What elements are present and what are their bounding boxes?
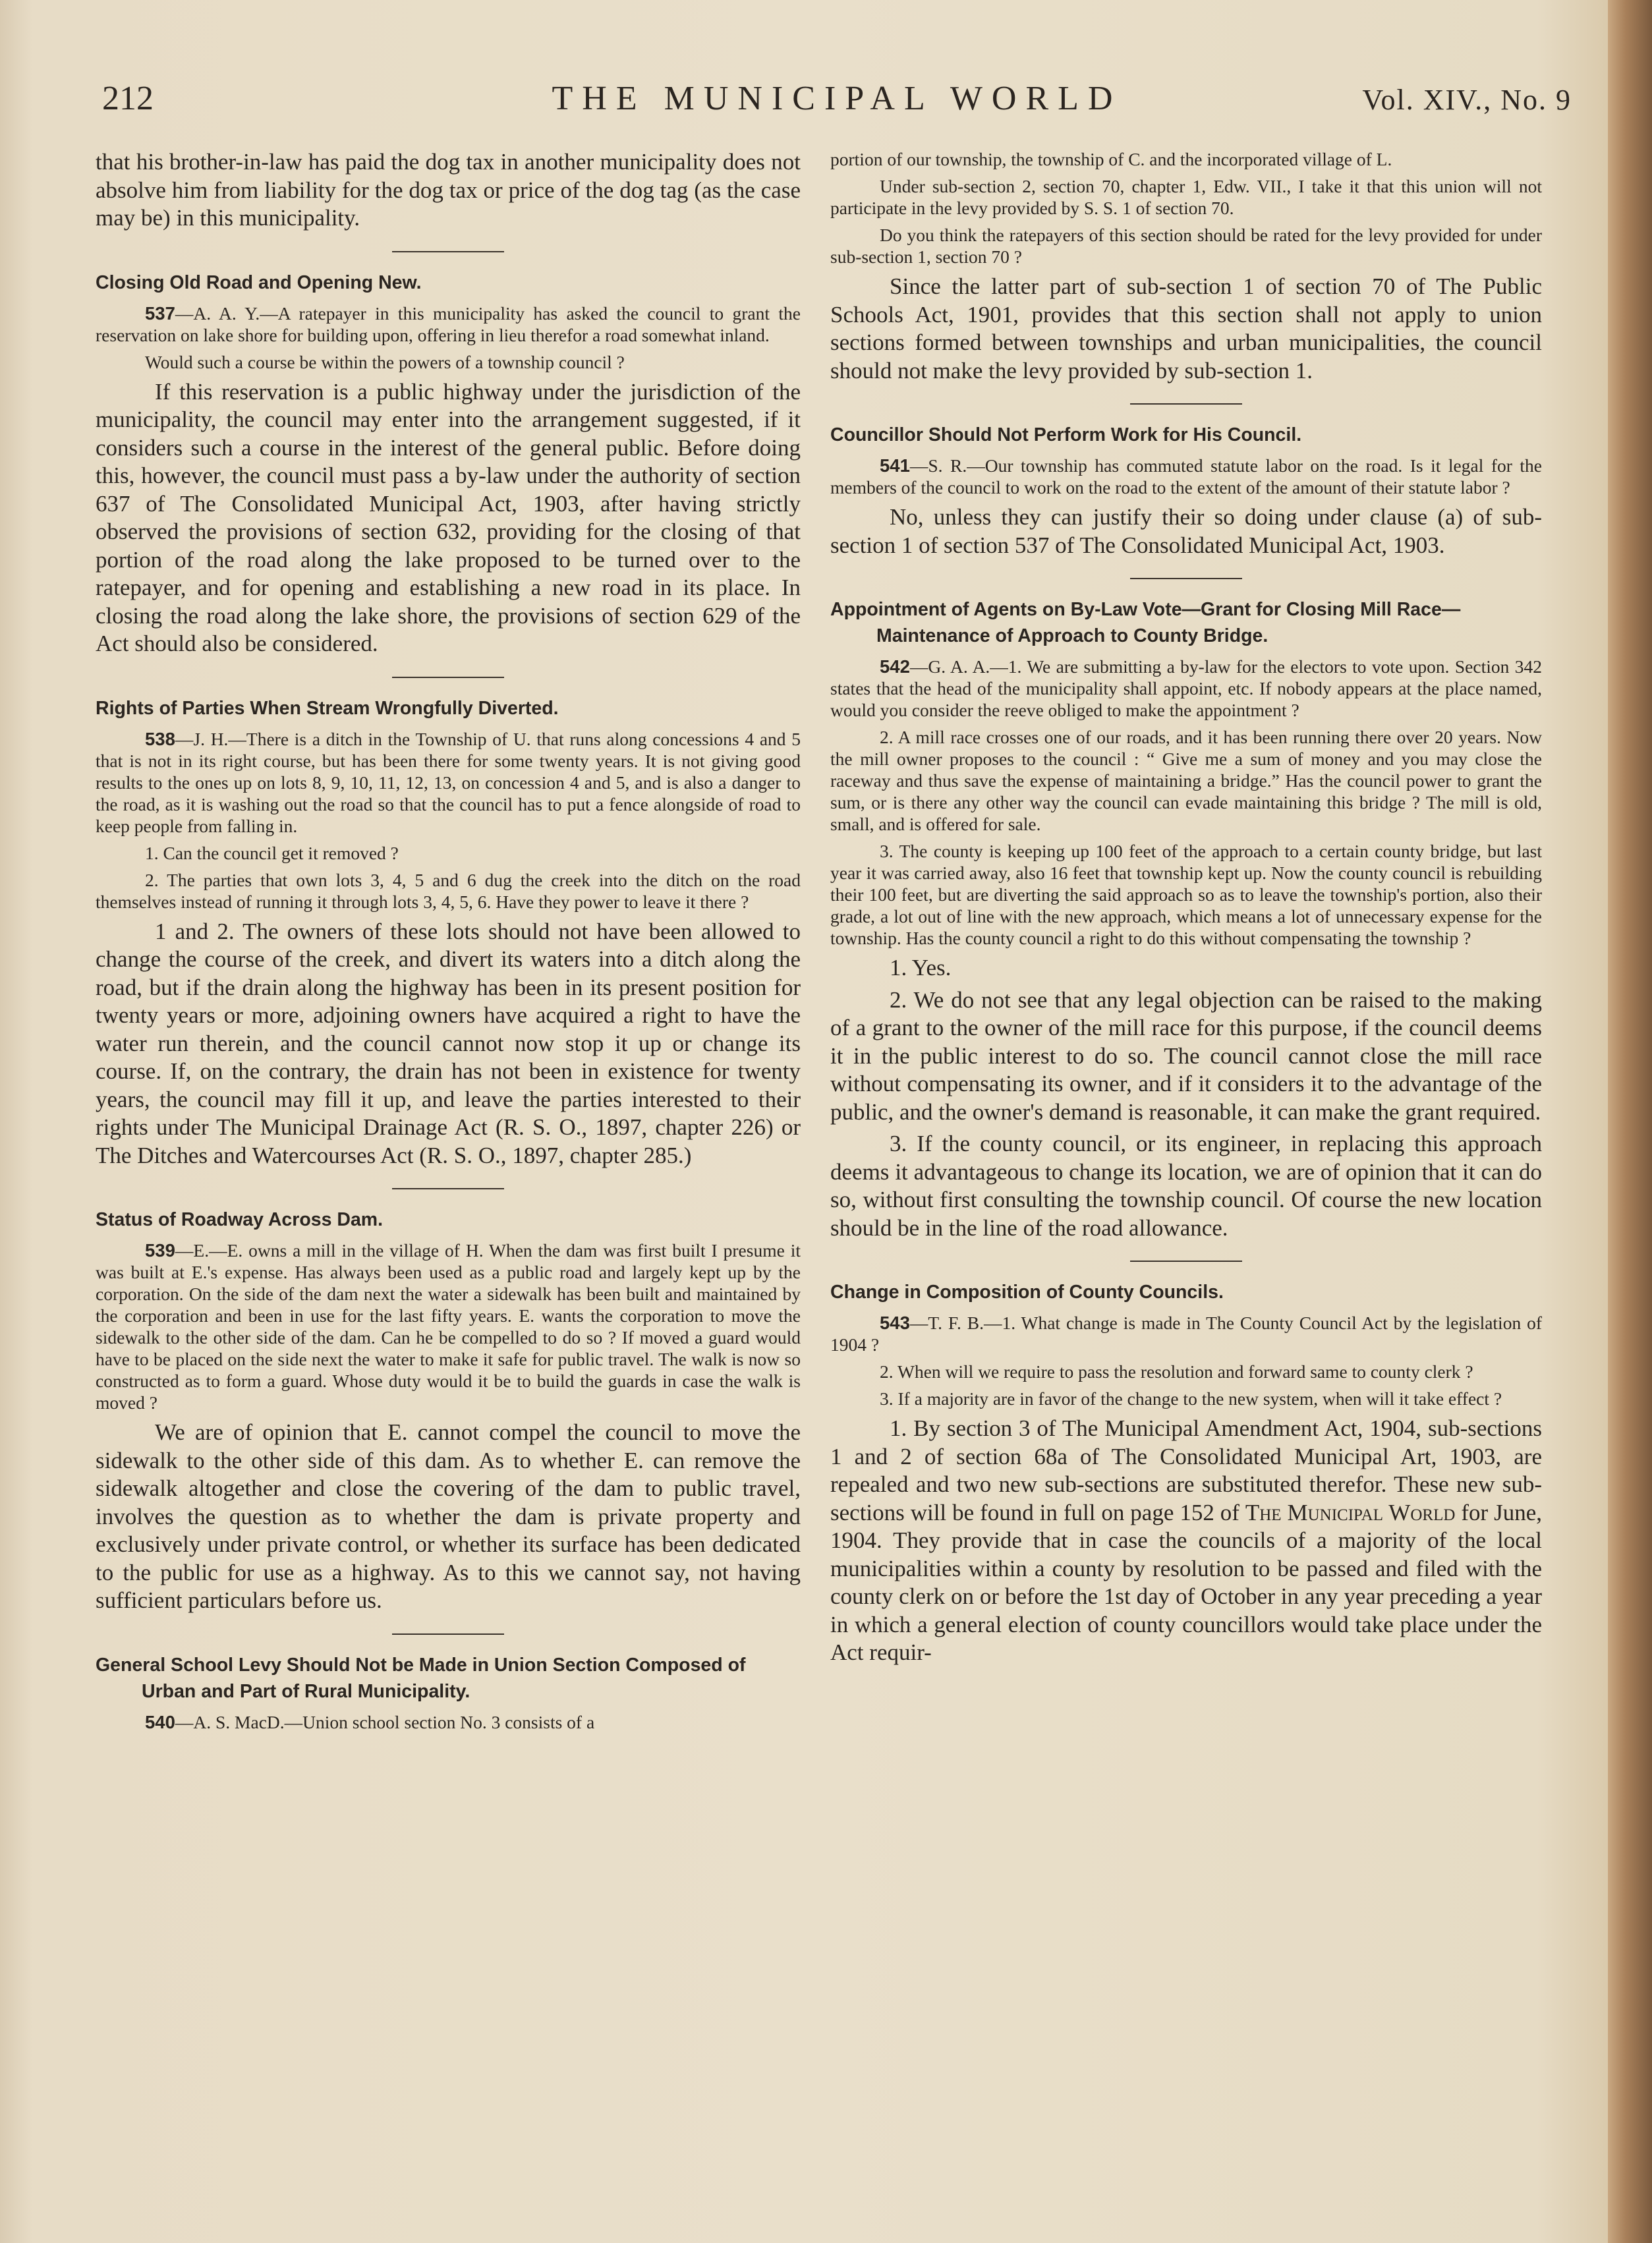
question-paragraph (830, 1312, 1542, 1355)
answer-text: 1. By section 3 of The Municipal Amendment Act, 1904, sub-sections 1 and 2 of section 68a of The Consolidated Municipal Art, 1903, are repealed and two new sub-sections are substituted therefor. These new sub-sections will be found in full on page 152 of (830, 1415, 1542, 1525)
question-number: 539 (145, 1240, 175, 1261)
question-text: —S. R.—Our township has commuted statute labor on the road. Is it legal for the members of the council to work on the road to the extent of the amount of their statute labor ? (830, 455, 1542, 497)
question-text: —G. A. A.—1. We are submitting a by-law for the electors to vote upon. Section 342 states that the head of the municipality shall appoint, etc. If nobody appears at the place named, would you consider the reeve obliged to make the appointment ? (830, 656, 1542, 720)
journal-name-reference: The Municipal World (1245, 1499, 1456, 1525)
answer-paragraph (830, 1415, 1542, 1667)
question-paragraph (96, 302, 801, 346)
answer-paragraph: 1 and 2. The owners of these lots should not have been allowed to change the course of the creek, and divert its waters into a ditch along the road, but if the drain along the highway has been in its present position for twenty years or more, adjoining owners have acquired a right to have the water run therein, and the council cannot now stop it up or change its course. If, on the contrary, the drain has not been in existence for twenty years, the council may fill it up, and leave the parties interested to their rights under The Municipal Drainage Act (R. S. O., 1897, chapter 226) or The Ditches and Watercourses Act (R. S. O., 1897, chapter 285.) (96, 918, 801, 1168)
question-number: 543 (880, 1313, 910, 1333)
book-spine (1608, 0, 1652, 2243)
answer-paragraph: If this reservation is a public highway under the jurisdiction of the municipality, the council may enter into the arrangement suggested, if it considers such a course in the interest of the general public. Before doing this, however, the council must pass a by-law under the authority of section 637 of The Consolidated Municipal Act, 1903, after having strictly observed the provisions of section 632, providing for the closing of that portion of the road along the lake proposed to be turned over to the ratepayer, and for opening and establishing a new road in its place. In closing the road along the lake shore, the provisions of section 629 of the Act should also be considered. (96, 378, 801, 656)
question-number: 541 (880, 455, 910, 476)
question-paragraph: 2. A mill race crosses one of our roads, and it has been running there over 20 years. Now the mill owner proposes to the council : “ Give me a sum of money and you may close the raceway and thus save the expense of maintaining a bridge.” Has the council power to grant the sum, or is there any other way the council can evade maintaining this bridge ? The mill is old, small, and is offered for sale. (830, 727, 1542, 834)
left-column (96, 148, 801, 1738)
section-heading: General School Levy Should Not be Made in Union Section Composed of Urban and Part of Rural Municipality. (96, 1654, 746, 1702)
answer-paragraph: 3. If the county council, or its engineer, in replacing this approach deems it advantageous to change its location, we are of opinion that it can do so, without first consulting the township council. Of course the new location should be in the line of the road allowance. (830, 1131, 1542, 1241)
question-paragraph: Would such a course be within the powers of a township council ? (145, 351, 625, 372)
section-heading: Rights of Parties When Stream Wrongfully Diverted. (96, 697, 559, 719)
section-divider (392, 677, 504, 678)
answer-text: for June, 1904. They provide that in case the councils of a majority of the local municipalities within a county by resolution to be passed and filed with the county clerk on or before the 1st day of October in any year preceding a year in which a general election of county councillors would take place under the Act requir- (830, 1499, 1542, 1665)
section-heading: Status of Roadway Across Dam. (96, 1209, 384, 1230)
answer-paragraph: 2. We do not see that any legal objection can be raised to the making of a grant to the owner of the mill race for this purpose, if the council deems it in the public interest to do so. The council cannot close the mill race without compensating its owner, and if it considers it to the advantage of the public, and the owner's demand is reasonable, it can make the grant required. (830, 986, 1542, 1125)
journal-title: THE MUNICIPAL WORLD (552, 80, 1122, 117)
right-column (830, 148, 1542, 1671)
question-paragraph (830, 455, 1542, 498)
question-paragraph: 3. If a majority are in favor of the change to the new system, when will it take effect ? (880, 1388, 1502, 1409)
section-divider (392, 1633, 504, 1635)
section-divider (1130, 403, 1242, 405)
section-divider (1130, 1261, 1242, 1262)
question-paragraph: Under sub-section 2, section 70, chapter 1, Edw. VII., I take it that this union will not participate in the levy provided by S. S. 1 of section 70. (830, 176, 1542, 218)
section-divider (1130, 578, 1242, 579)
intro-paragraph: that his brother-in-law has paid the dog tax in another municipality does not absolve him from liability for the dog tax or price of the dog tag (as the case may be) in this municipality. (96, 149, 801, 231)
section-divider (392, 251, 504, 252)
section-heading: Closing Old Road and Opening New. (96, 271, 422, 293)
page-number: 212 (102, 80, 154, 117)
question-text: —T. F. B.—1. What change is made in The County Council Act by the legislation of 1904 ? (830, 1313, 1542, 1355)
question-paragraph: 3. The county is keeping up 100 feet of the approach to a certain county bridge, but last year it was carried away, also 16 feet that township kept up. Now the county council is rebuilding their 100 feet, but are diverting the said approach so as to leave the township's portion, also their grade, a lot out of line with the new approach, which means a lot of unnecessary expense for the township. Has the county council a right to do this without compensating the township ? (830, 841, 1542, 948)
question-text: —J. H.—There is a ditch in the Township of U. that runs along concessions 4 and 5 that is not in its right course, but has been there for some twenty years. It is not giving good results to the ones up on lots 8, 9, 10, 11, 12, 13, on concession 4 and 5, and is also a danger to the road, as it is washing out the road so that the council has to put a fence alongside of road to keep people from falling in. (96, 728, 801, 836)
section-heading: Change in Composition of County Councils. (830, 1282, 1224, 1303)
section-heading: Appointment of Agents on By-Law Vote—Grant for Closing Mill Race—Maintenance of Approach to County Bridge. (830, 599, 1461, 646)
question-paragraph: Do you think the ratepayers of this section should be rated for the levy provided for under sub-section 1, section 70 ? (830, 225, 1542, 267)
answer-paragraph: No, unless they can justify their so doing under clause (a) of sub-section 1 of section 537 of The Consolidated Municipal Act, 1903. (830, 504, 1542, 558)
question-paragraph: 2. The parties that own lots 3, 4, 5 and 6 dug the creek into the ditch on the road themselves instead of running it through lots 3, 4, 5, 6. Have they power to leave it there ? (96, 869, 801, 912)
answer-paragraph: We are of opinion that E. cannot compel the council to move the sidewalk to the other side of this dam. As to whether E. can remove the sidewalk altogether and close the covering of the dam to public travel, involves the question as to whether the dam is private property and exclusively under private control, or whether its surface has been dedicated to the public for use as a highway. As to this we cannot say, not having sufficient particulars before us. (96, 1419, 801, 1613)
page-header (102, 79, 1572, 132)
question-text: —A. S. MacD.—Union school section No. 3 consists of a (175, 1711, 595, 1732)
question-paragraph (830, 656, 1542, 721)
question-paragraph: 2. When will we require to pass the resolution and forward same to county clerk ? (880, 1361, 1473, 1382)
answer-paragraph: Since the latter part of sub-section 1 of section 70 of The Public Schools Act, 1901, provides that this section shall not apply to union sections formed between townships and urban municipalities, the council should not make the levy provided by sub-section 1. (830, 273, 1542, 383)
question-number: 537 (145, 302, 175, 324)
question-paragraph: 1. Can the council get it removed ? (145, 842, 399, 863)
section-heading: Councillor Should Not Perform Work for His Council. (830, 424, 1302, 445)
question-text: —E.—E. owns a mill in the village of H. When the dam was first built I presume it was built at E.'s expense. Has always been used as a public road and largely kept up by the corporation. On the side of the dam next the water a sidewalk has been built and maintained by the corporation and been in use for the last fifty years. E. wants the corporation to move the sidewalk to the other side of the dam. Can he be compelled to do so ? If moved a guard would have to be placed on the side next the water to make it safe for public travel. The walk is now so constructed as to form a guard. Whose duty would it be to build the guards in case the walk is moved ? (96, 1240, 801, 1413)
volume-issue: Vol. XIV., No. 9 (1362, 84, 1572, 116)
question-number: 540 (145, 1711, 175, 1732)
answer-paragraph: 1. Yes. (890, 955, 952, 980)
question-paragraph (96, 1239, 801, 1413)
question-number: 538 (145, 728, 175, 749)
question-paragraph (96, 728, 801, 837)
question-paragraph (96, 1711, 801, 1733)
question-text: —A. A. Y.—A ratepayer in this municipality has asked the council to grant the reservation on lake shore for building upon, offering in lieu therefor a road somewhat inland. (96, 302, 801, 345)
question-paragraph: portion of our township, the township of C. and the incorporated village of L. (830, 149, 1392, 169)
section-divider (392, 1188, 504, 1189)
question-number: 542 (880, 656, 910, 677)
